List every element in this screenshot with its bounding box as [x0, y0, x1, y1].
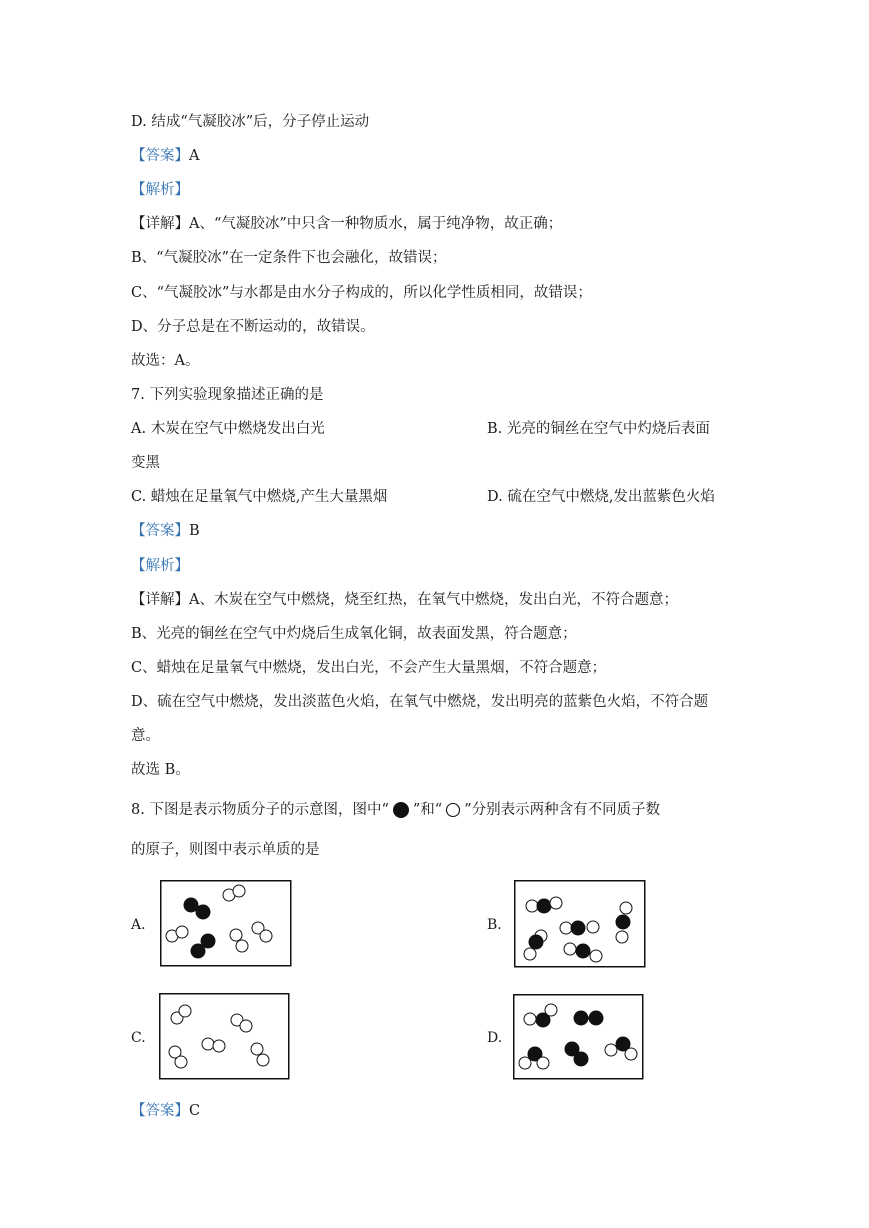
q6-conclusion: 故选：A。	[131, 353, 200, 369]
answer-label: 【答案】	[131, 1103, 189, 1119]
q6-answer	[131, 146, 199, 166]
answer-label: 【答案】	[131, 523, 189, 539]
q6-analysis-label: 【解析】	[131, 182, 189, 198]
q7-option-a: A. 木炭在空气中燃烧发出白光	[131, 421, 325, 437]
q8-option-c-label: C.	[131, 1030, 146, 1046]
detail-text: A、“气凝胶冰”中只含一种物质水，属于纯净物，故正确；	[189, 216, 563, 232]
q7-option-d: D. 硫在空气中燃烧,发出蓝紫色火焰	[487, 489, 715, 505]
q8-stem-part3: ”分别表示两种含有不同质子数	[464, 802, 661, 818]
q8-option-c-diagram	[159, 993, 290, 1080]
q6-detail-4: D、分子总是在不断运动的，故错误。	[131, 319, 375, 335]
q8-stem-part1: 8. 下图是表示物质分子的示意图，图中“	[131, 802, 389, 818]
detail-label: 【详解】	[131, 592, 189, 608]
q6-detail-3: C、“气凝胶冰”与水都是由水分子构成的，所以化学性质相同，故错误；	[131, 285, 592, 301]
q7-detail-1	[131, 590, 678, 610]
q8-answer	[131, 1101, 200, 1121]
q7-detail-5: 意。	[131, 728, 160, 744]
q8-option-b-diagram	[514, 880, 646, 968]
filled-atom-icon	[391, 800, 411, 820]
q6-detail-2: B、“气凝胶冰”在一定条件下也会融化，故错误；	[131, 250, 447, 266]
q7-detail-3: C、蜡烛在足量氧气中燃烧，发出白光，不会产生大量黑烟，不符合题意；	[131, 660, 607, 676]
answer-label: 【答案】	[131, 148, 189, 164]
q7-answer	[131, 521, 200, 541]
detail-label: 【详解】	[131, 216, 189, 232]
q6-option-d: D. 结成“气凝胶冰”后，分子停止运动	[131, 114, 370, 130]
answer-value: A	[189, 148, 200, 164]
q7-detail-2: B、光亮的铜丝在空气中灼烧后生成氧化铜，故表面发黑，符合题意；	[131, 626, 577, 642]
hollow-atom-icon	[444, 801, 462, 819]
answer-value: C	[189, 1103, 201, 1119]
q8-option-b-label: B.	[487, 917, 502, 933]
q8-stem-part2: ”和“	[412, 802, 443, 818]
q8-stem	[131, 800, 660, 820]
q7-option-b: B. 光亮的铜丝在空气中灼烧后表面	[487, 421, 710, 437]
q8-stem-line2: 的原子，则图中表示单质的是	[131, 842, 320, 858]
q8-option-a-label: A.	[131, 917, 146, 933]
q8-option-a-diagram	[160, 880, 292, 967]
q7-conclusion: 故选 B。	[131, 762, 190, 778]
q7-analysis-label: 【解析】	[131, 558, 189, 574]
q7-option-b-cont: 变黑	[131, 455, 160, 471]
q8-option-d-diagram	[513, 994, 644, 1080]
q6-detail-1	[131, 214, 562, 234]
detail-text: A、木炭在空气中燃烧，烧至红热，在氧气中燃烧，发出白光，不符合题意；	[189, 592, 678, 608]
q7-stem: 7. 下列实验现象描述正确的是	[131, 387, 324, 403]
q7-option-c: C. 蜡烛在足量氧气中燃烧,产生大量黑烟	[131, 489, 388, 505]
answer-value: B	[189, 523, 200, 539]
q8-option-d-label: D.	[487, 1030, 503, 1046]
q7-detail-4: D、硫在空气中燃烧，发出淡蓝色火焰，在氧气中燃烧，发出明亮的蓝紫色火焰，不符合题	[131, 694, 709, 710]
